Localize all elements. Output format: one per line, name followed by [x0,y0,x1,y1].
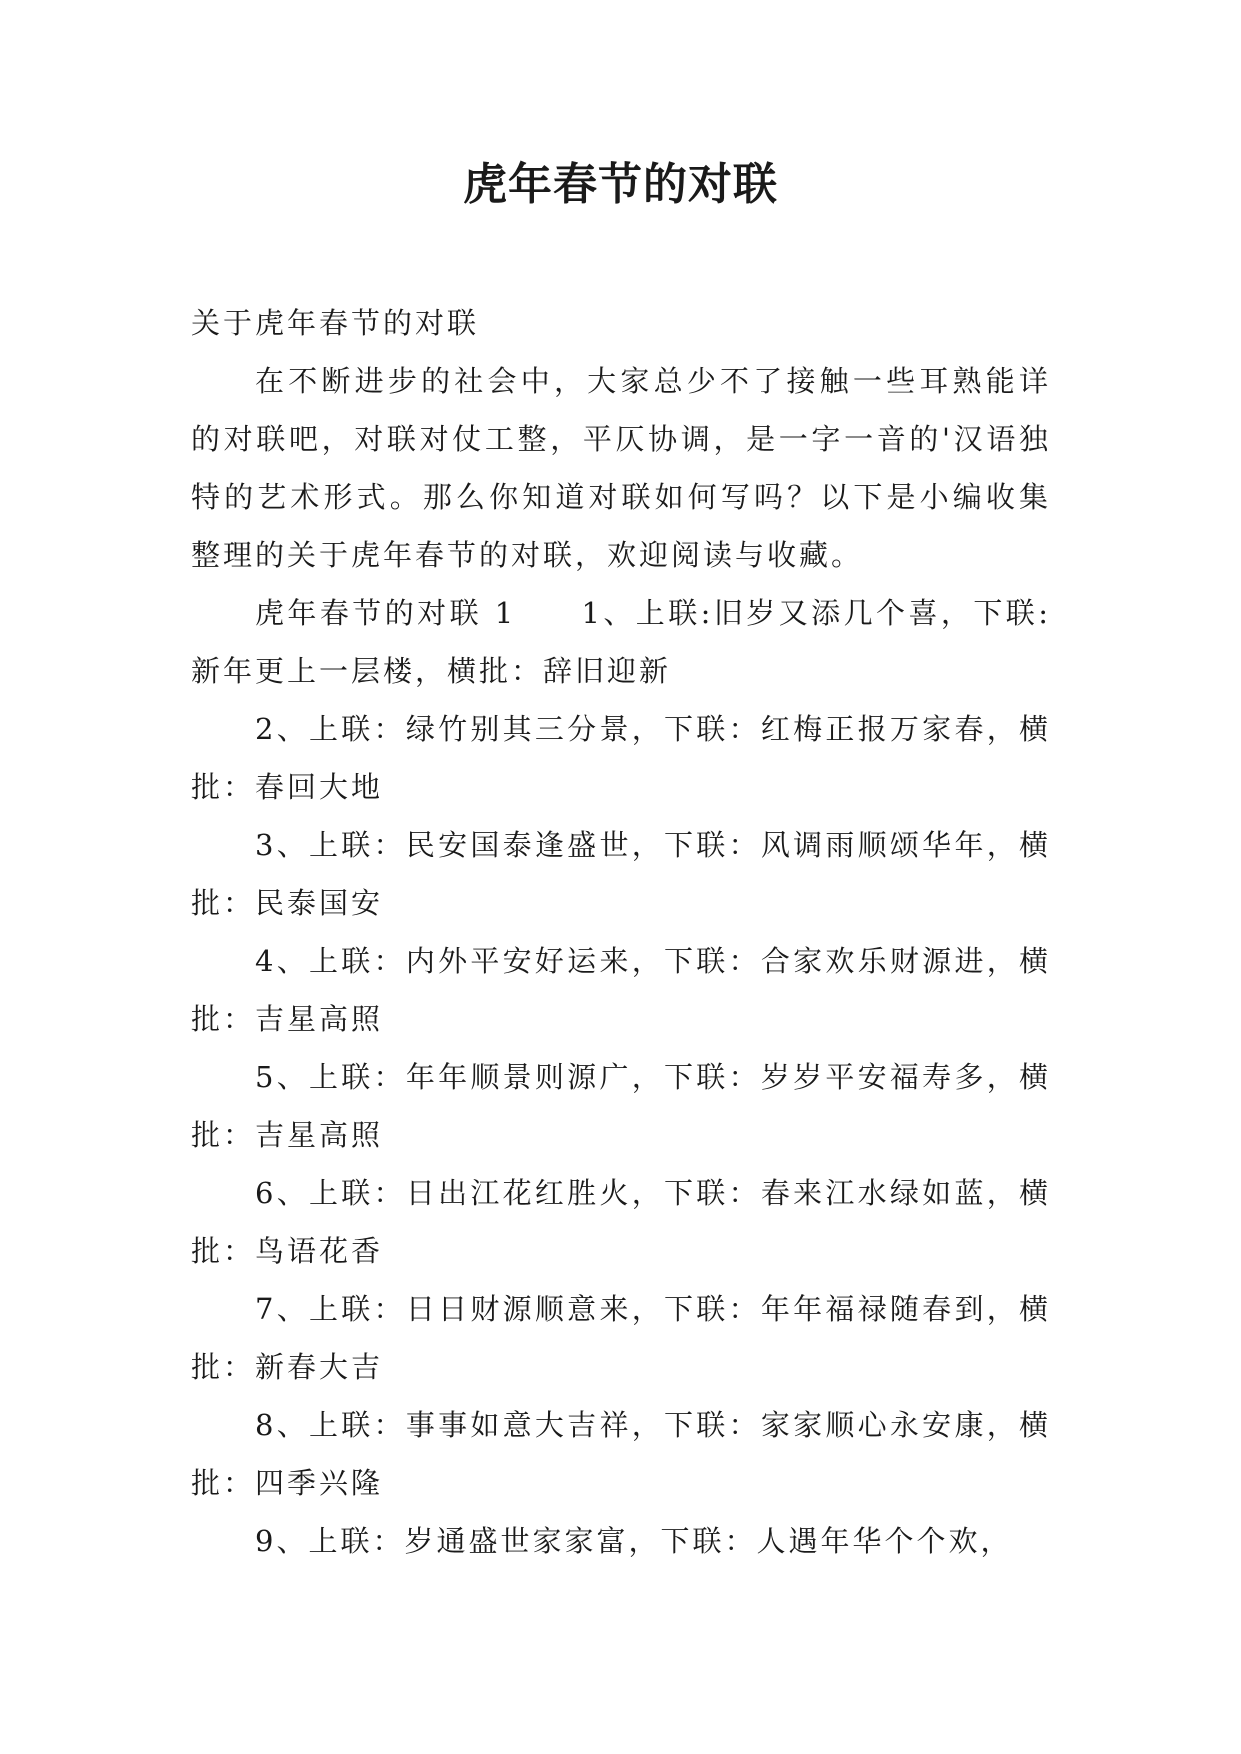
couplet-paragraph-5: 5、上联：年年顺景则源广，下联：岁岁平安福寿多，横批：吉星高照 [191,1060,1051,1152]
document-body [191,294,1051,1570]
subtitle-line: 关于虎年春节的对联 [191,306,480,340]
couplet-paragraph-1: 虎年春节的对联 1 1、上联:旧岁又添几个喜，下联:新年更上一层楼，横批：辞旧迎新 [191,596,1051,688]
couplet-paragraph-3: 3、上联：民安国泰逢盛世，下联：风调雨顺颂华年，横批：民泰国安 [191,828,1051,920]
couplet-paragraph-7: 7、上联：日日财源顺意来，下联：年年福禄随春到，横批：新春大吉 [191,1292,1051,1384]
couplet-paragraph-9: 9、上联：岁通盛世家家富，下联：人遇年华个个欢， [255,1524,1013,1558]
couplet-paragraph-4: 4、上联：内外平安好运来，下联：合家欢乐财源进，横批：吉星高照 [191,944,1051,1036]
couplet-paragraph-6: 6、上联：日出江花红胜火，下联：春来江水绿如蓝，横批：鸟语花香 [191,1176,1051,1268]
intro-paragraph: 在不断进步的社会中，大家总少不了接触一些耳熟能详的对联吧，对联对仗工整，平仄协调，是一字一音的'汉语独特的艺术形式。那么你知道对联如何写吗？以下是小编收集整理的关于虎年春节的对联，欢迎阅读与收藏。 [191,364,1051,572]
document-title: 虎年春节的对联 [463,159,778,210]
couplet-paragraph-2: 2、上联：绿竹别其三分景，下联：红梅正报万家春，横批：春回大地 [191,712,1051,804]
couplet-paragraph-8: 8、上联：事事如意大吉祥，下联：家家顺心永安康，横批：四季兴隆 [191,1408,1051,1500]
